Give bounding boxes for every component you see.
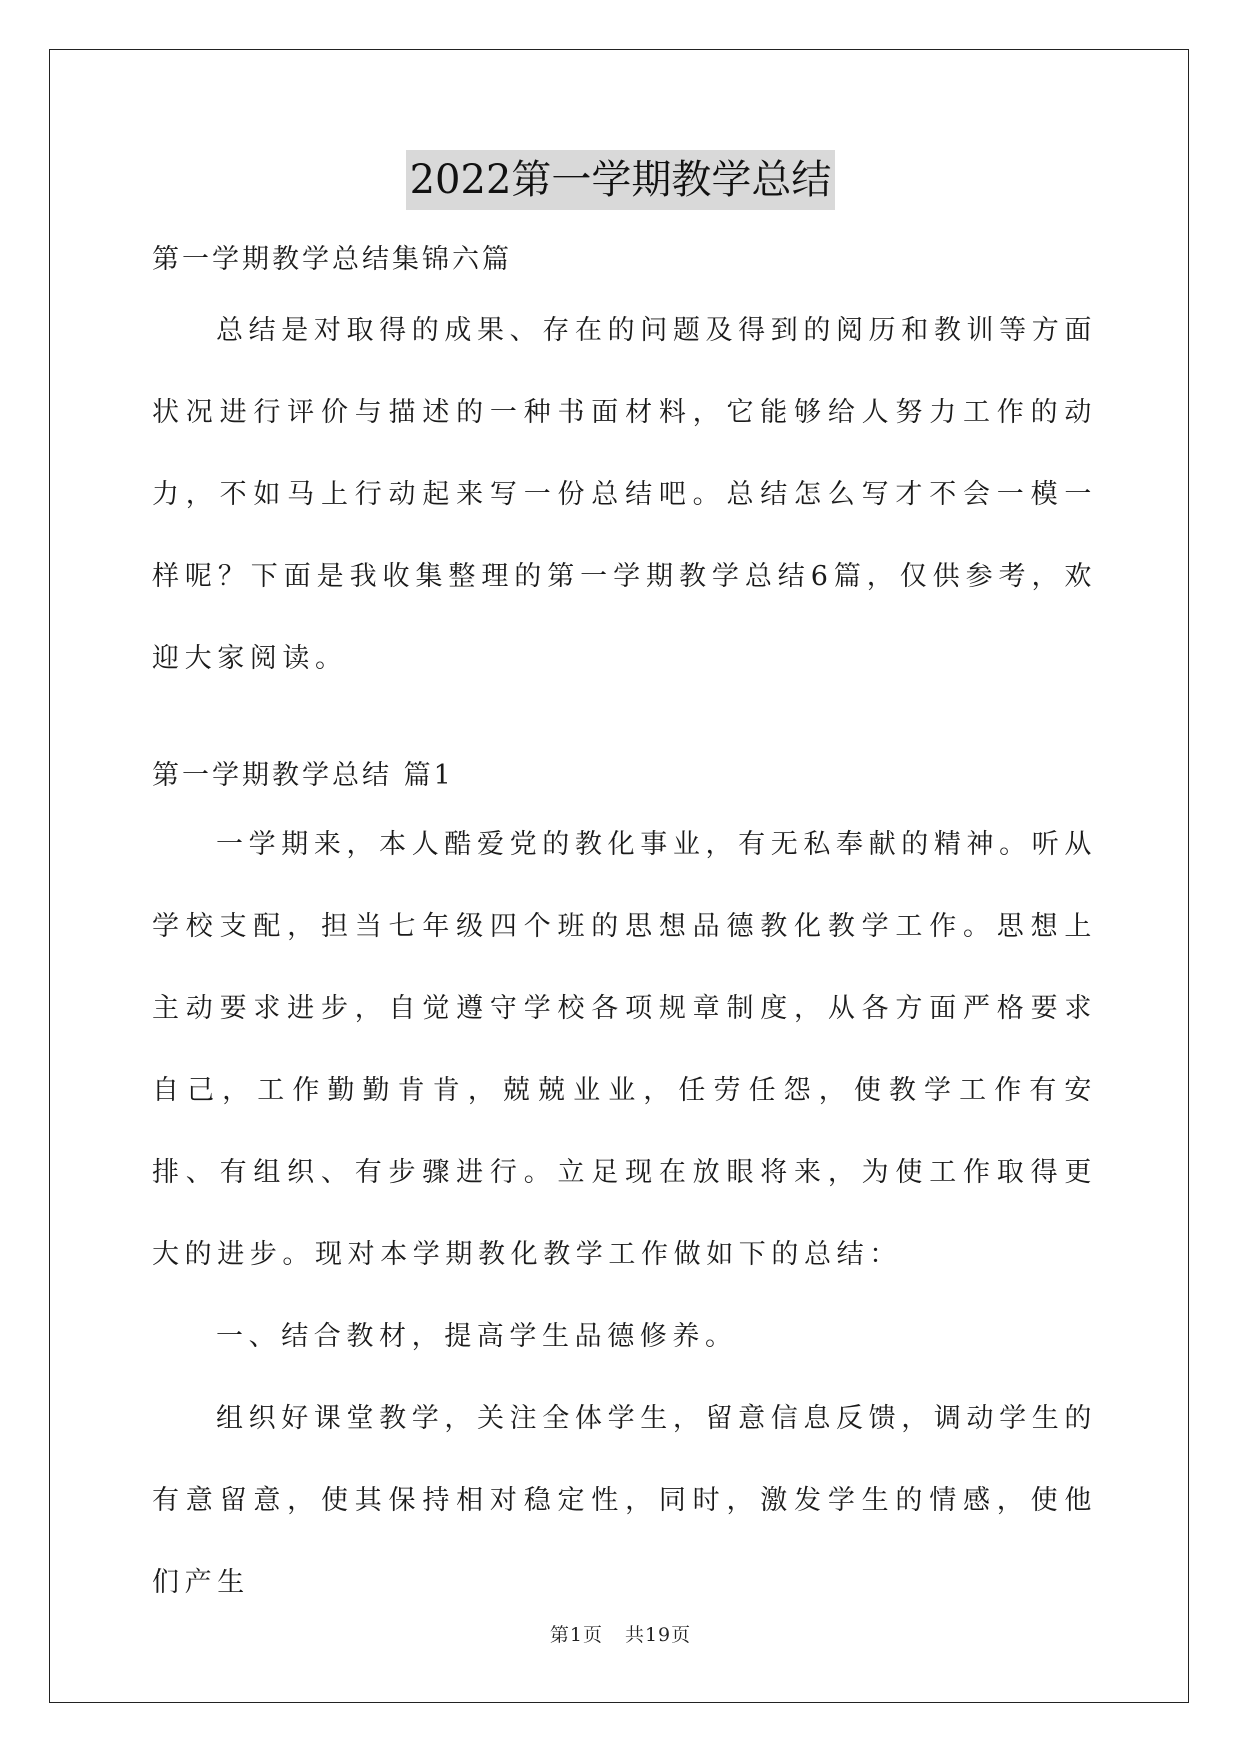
section-heading: 第一学期教学总结 篇1	[152, 760, 454, 791]
point-heading: 一、结合教材，提高学生品德修养。	[216, 1321, 738, 1352]
section-paragraph-2: 组织好课堂教学，关注全体学生，留意信息反馈，调动学生的有意留意，使其保持相对稳定性，同时，激发学生的情感，使他们产生	[152, 1403, 1097, 1598]
section-paragraph-1: 一学期来，本人酷爱党的教化事业，有无私奉献的精神。听从学校支配，担当七年级四个班的思想品德教化教学工作。思想上主动要求进步，自觉遵守学校各项规章制度，从各方面严格要求自己，工作勤勤肯肯，兢兢业业，任劳任怨，使教学工作有安排、有组织、有步骤进行。立足现在放眼将来，为使工作取得更大的进步。现对本学期教化教学工作做如下的总结：	[152, 829, 1097, 1270]
page-total: 共19页	[624, 1624, 692, 1646]
intro-paragraph: 总结是对取得的成果、存在的问题及得到的阅历和教训等方面状况进行评价与描述的一种书面材料，它能够给人努力工作的动力，不如马上行动起来写一份总结吧。总结怎么写才不会一模一样呢？下面是我收集整理的第一学期教学总结6篇，仅供参考，欢迎大家阅读。	[152, 315, 1097, 674]
title-container	[0, 150, 1241, 210]
page-number: 第1页	[549, 1624, 603, 1646]
document-title: 2022第一学期教学总结	[406, 150, 836, 210]
page-footer	[0, 1620, 1241, 1647]
document-subtitle: 第一学期教学总结集锦六篇	[152, 244, 512, 275]
